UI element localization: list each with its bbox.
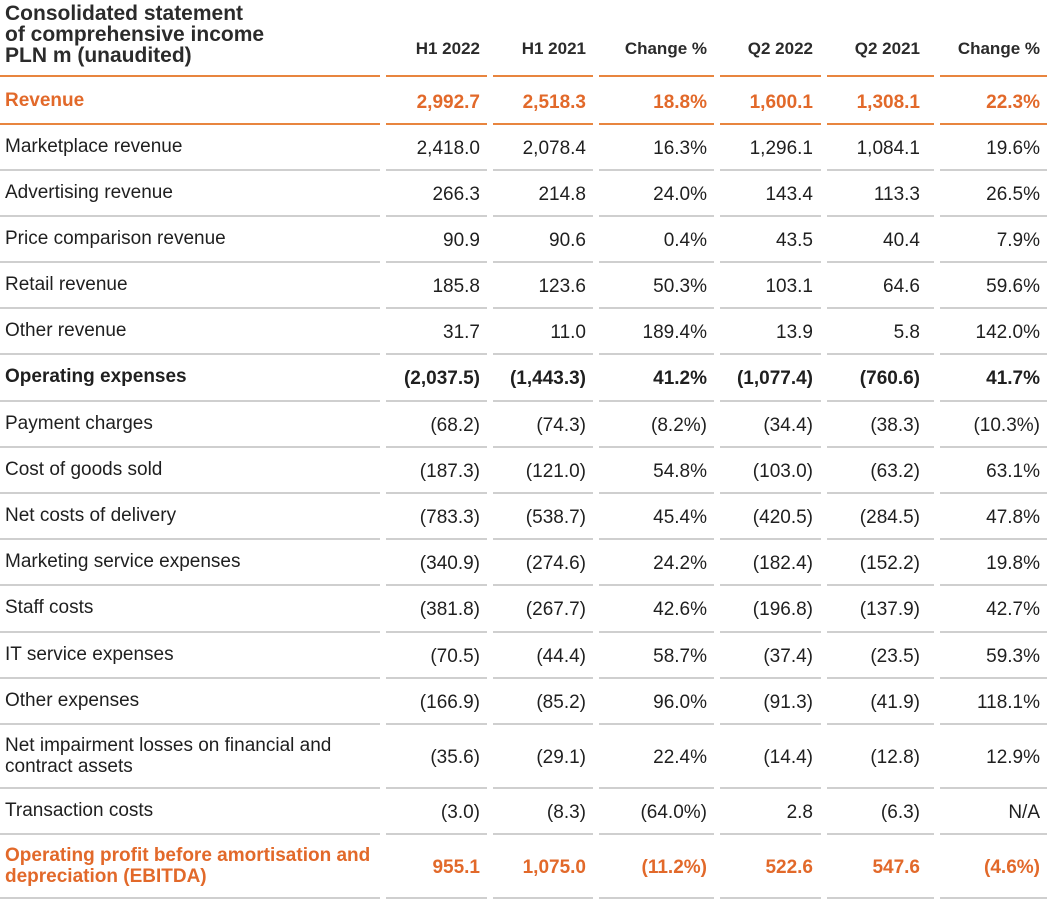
table-row (0, 586, 1047, 633)
table-cell: 18.8% (653, 92, 707, 113)
table-cell: (29.1) (536, 747, 586, 768)
row-label: Other expenses (5, 690, 140, 711)
table-cell: (11.2%) (641, 857, 707, 878)
table-cell: 955.1 (432, 857, 480, 878)
row-label: Payment charges (5, 413, 153, 434)
table-cell: 2,078.4 (522, 138, 586, 159)
column-header: H1 2021 (521, 39, 586, 58)
row-label: Advertising revenue (5, 182, 173, 203)
row-label: Marketing service expenses (5, 551, 241, 572)
header-divider (386, 75, 487, 77)
table-cell: 63.1% (986, 461, 1040, 482)
table-cell: (35.6) (430, 747, 480, 768)
table-cell: (187.3) (419, 461, 480, 482)
table-cell: 5.8 (893, 322, 920, 343)
table-cell: (6.3) (880, 802, 920, 823)
table-cell: 47.8% (986, 507, 1040, 528)
table-cell: 2,518.3 (522, 92, 586, 113)
table-cell: (2,037.5) (403, 368, 480, 389)
table-cell: (10.3%) (973, 415, 1040, 436)
table-cell: (196.8) (752, 599, 813, 620)
table-cell: (37.4) (763, 646, 813, 667)
table-cell: (274.6) (525, 553, 586, 574)
table-row (0, 448, 1047, 494)
table-cell: 142.0% (975, 322, 1040, 343)
table-cell: (538.7) (525, 507, 586, 528)
table-cell: (68.2) (430, 415, 480, 436)
table-row (0, 79, 1047, 125)
table-cell: (3.0) (440, 802, 480, 823)
table-cell: 123.6 (538, 276, 586, 297)
column-header: Change % (624, 39, 707, 58)
table-cell: 1,600.1 (749, 92, 813, 113)
table-cell: 2.8 (786, 802, 813, 823)
row-label: Net costs of delivery (5, 505, 177, 526)
table-cell: 266.3 (432, 184, 480, 205)
table-cell: (760.6) (859, 368, 920, 389)
table-cell: (44.4) (536, 646, 586, 667)
table-cell: (34.4) (763, 415, 813, 436)
table-cell: 12.9% (986, 747, 1040, 768)
header-divider (493, 75, 593, 77)
table-row (0, 402, 1047, 448)
table-cell: (783.3) (419, 507, 480, 528)
table-cell: (12.8) (870, 747, 920, 768)
table-cell: 522.6 (765, 857, 813, 878)
table-cell: 7.9% (996, 230, 1040, 251)
table-row (0, 171, 1047, 217)
table-row (0, 125, 1047, 171)
table-cell: (8.3) (546, 802, 586, 823)
table-cell: N/A (1008, 802, 1040, 823)
table-cell: 1,296.1 (749, 138, 813, 159)
table-cell: (340.9) (419, 553, 480, 574)
header-divider (827, 75, 934, 77)
table-cell: 42.6% (653, 599, 707, 620)
table-cell: (1,077.4) (736, 368, 813, 389)
table-cell: (8.2%) (651, 415, 707, 436)
table-cell: 2,992.7 (416, 92, 480, 113)
table-cell: 214.8 (538, 184, 586, 205)
table-cell: 0.4% (663, 230, 707, 251)
table-cell: (4.6%) (984, 857, 1040, 878)
row-label: Marketplace revenue (5, 136, 183, 157)
table-cell: (166.9) (419, 692, 480, 713)
row-label: Staff costs (5, 597, 94, 618)
table-cell: 22.3% (986, 92, 1040, 113)
table-row (0, 494, 1047, 540)
table-cell: 41.2% (653, 368, 707, 389)
row-label: Price comparison revenue (5, 228, 226, 249)
table-cell: (152.2) (859, 553, 920, 574)
table-cell: (85.2) (536, 692, 586, 713)
table-cell: (74.3) (536, 415, 586, 436)
table-row (0, 725, 1047, 789)
table-cell: 40.4 (883, 230, 920, 251)
table-title (5, 3, 365, 66)
table-cell: 1,308.1 (856, 92, 920, 113)
row-divider (493, 897, 593, 899)
table-cell: 185.8 (432, 276, 480, 297)
row-label: Transaction costs (5, 800, 154, 821)
column-header: H1 2022 (415, 39, 480, 58)
table-cell: (70.5) (430, 646, 480, 667)
table-cell: 50.3% (653, 276, 707, 297)
table-cell: 547.6 (872, 857, 920, 878)
table-cell: 54.8% (653, 461, 707, 482)
row-divider (940, 897, 1047, 899)
row-divider (0, 897, 380, 899)
table-cell: 90.9 (443, 230, 480, 251)
table-cell: 103.1 (765, 276, 813, 297)
table-row (0, 633, 1047, 679)
table-cell: 19.6% (986, 138, 1040, 159)
table-cell: (23.5) (870, 646, 920, 667)
table-cell: 42.7% (986, 599, 1040, 620)
header-divider (940, 75, 1047, 77)
header-divider (720, 75, 821, 77)
table-cell: (137.9) (859, 599, 920, 620)
table-cell: 13.9 (776, 322, 813, 343)
table-cell: (38.3) (870, 415, 920, 436)
row-divider (599, 897, 714, 899)
row-label: Net impairment losses on financial and contract assets (5, 735, 332, 777)
table-cell: 24.2% (653, 553, 707, 574)
column-header: Q2 2021 (854, 39, 920, 58)
table-cell: (91.3) (763, 692, 813, 713)
table-cell: (1,443.3) (509, 368, 586, 389)
table-cell: (381.8) (419, 599, 480, 620)
row-divider (720, 897, 821, 899)
row-divider (386, 897, 487, 899)
row-divider (827, 897, 934, 899)
table-cell: 24.0% (653, 184, 707, 205)
table-cell: 96.0% (653, 692, 707, 713)
header-divider (599, 75, 714, 77)
table-row (0, 309, 1047, 355)
table-row (0, 679, 1047, 725)
title-line: Consolidated statement (5, 2, 244, 25)
table-cell: 11.0 (550, 322, 586, 343)
row-label: Operating profit before amortisation and depreciation (EBITDA) (5, 845, 371, 887)
table-cell: 45.4% (653, 507, 707, 528)
row-label: Operating expenses (5, 366, 187, 387)
table-row (0, 789, 1047, 835)
table-cell: 143.4 (765, 184, 813, 205)
table-cell: (182.4) (752, 553, 813, 574)
table-cell: 31.7 (443, 322, 480, 343)
table-row (0, 835, 1047, 899)
table-row (0, 355, 1047, 402)
row-label: Other revenue (5, 320, 127, 341)
table-row (0, 540, 1047, 586)
table-cell: 90.6 (549, 230, 586, 251)
title-line: of comprehensive income (5, 23, 265, 46)
table-cell: (103.0) (752, 461, 813, 482)
table-cell: 58.7% (653, 646, 707, 667)
row-label: Revenue (5, 90, 85, 111)
table-cell: (14.4) (763, 747, 813, 768)
column-header: Q2 2022 (747, 39, 813, 58)
table-cell: (420.5) (752, 507, 813, 528)
row-label: IT service expenses (5, 644, 174, 665)
table-row (0, 263, 1047, 309)
table-cell: 1,084.1 (856, 138, 920, 159)
table-cell: (64.0%) (640, 802, 707, 823)
table-cell: 59.3% (986, 646, 1040, 667)
table-cell: 22.4% (653, 747, 707, 768)
table-cell: 16.3% (653, 138, 707, 159)
table-cell: 189.4% (642, 322, 707, 343)
column-header: Change % (957, 39, 1040, 58)
table-row (0, 217, 1047, 263)
table-cell: 113.3 (873, 184, 920, 205)
row-label: Cost of goods sold (5, 459, 163, 480)
table-cell: (121.0) (525, 461, 586, 482)
table-cell: 59.6% (986, 276, 1040, 297)
row-label: Retail revenue (5, 274, 128, 295)
title-line: PLN m (unaudited) (5, 44, 192, 67)
table-cell: 43.5 (776, 230, 813, 251)
table-cell: 26.5% (986, 184, 1040, 205)
table-cell: (284.5) (859, 507, 920, 528)
table-cell: (63.2) (870, 461, 920, 482)
table-cell: (267.7) (525, 599, 586, 620)
table-cell: 1,075.0 (522, 857, 586, 878)
table-cell: 118.1% (976, 692, 1040, 713)
table-cell: 41.7% (986, 368, 1040, 389)
table-cell: 19.8% (986, 553, 1040, 574)
table-cell: (41.9) (870, 692, 920, 713)
table-cell: 2,418.0 (416, 138, 480, 159)
table-cell: 64.6 (883, 276, 920, 297)
header-divider (0, 75, 380, 77)
